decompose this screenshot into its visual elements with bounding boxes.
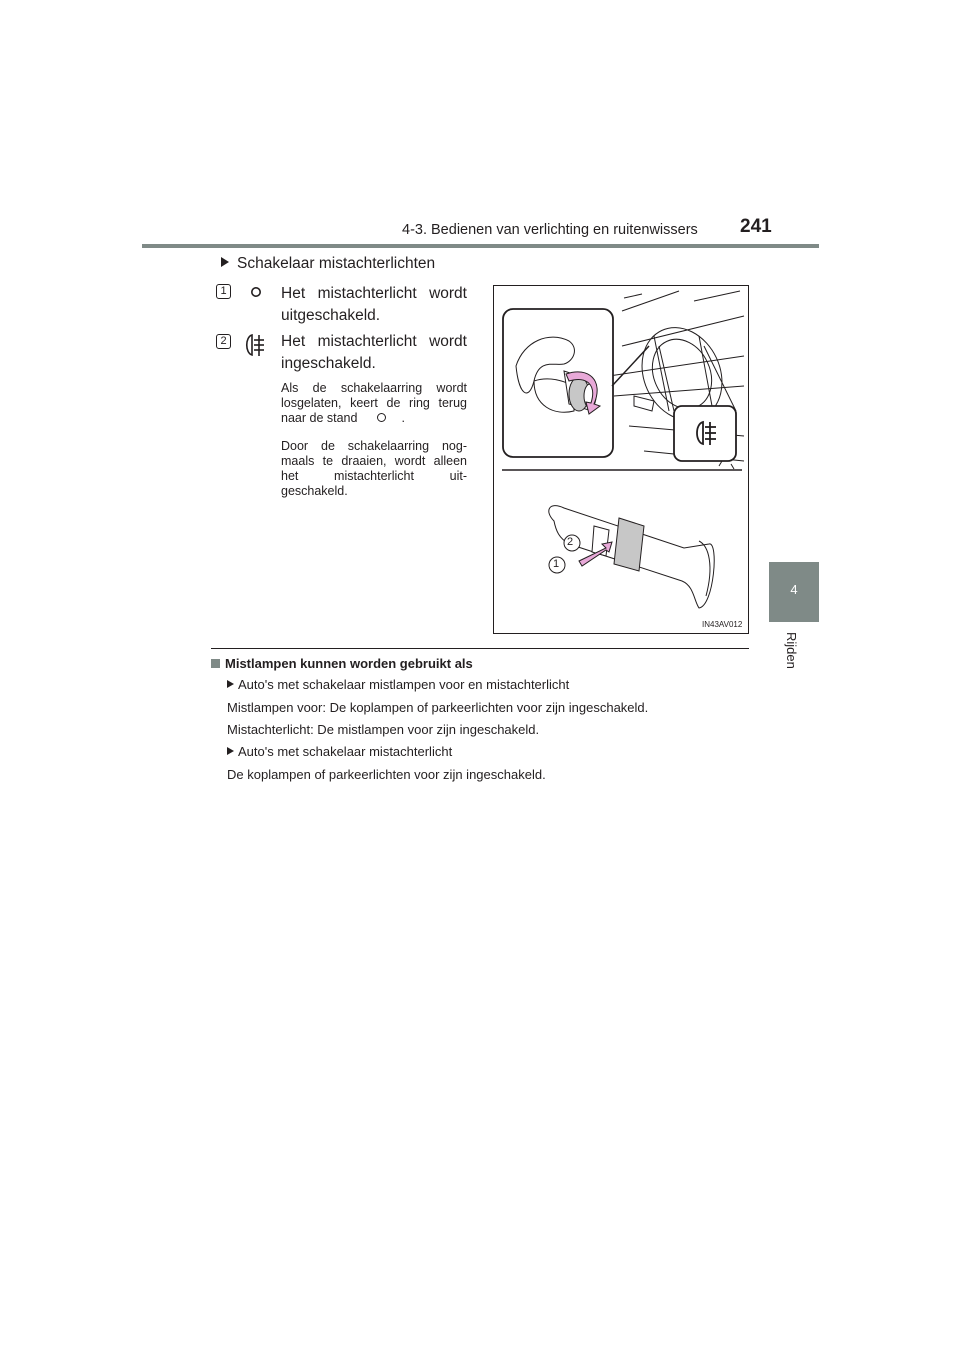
item-2-text: Het mistachterlicht wordt ingeschakeld. xyxy=(281,333,467,372)
triangle-bullet-icon xyxy=(227,747,234,755)
info-heading-text: Mistlampen kunnen worden gebruikt als xyxy=(225,656,473,671)
note-1-text: Als de schakelaarring wordt losgelaten, keert de ring terug naar de stand xyxy=(281,381,467,425)
section-heading-text: Schakelaar mistachterlichten xyxy=(237,255,436,272)
section-heading xyxy=(221,255,435,273)
note-return-ring xyxy=(281,381,467,426)
header-rule xyxy=(142,244,819,248)
note-1-end: . xyxy=(401,411,405,425)
info-line: Mistlampen voor: De koplampen of parkeerlichten voor zijn ingeschakeld. xyxy=(227,700,649,715)
item-number-1: 1 xyxy=(216,284,231,299)
callout-1-label: 1 xyxy=(553,558,560,570)
triangle-bullet-icon xyxy=(227,680,234,688)
rear-fog-light-icon xyxy=(242,332,268,358)
info-line xyxy=(227,744,452,759)
chapter-label: Rijden xyxy=(784,632,799,669)
info-line: Mistachterlicht: De mistlampen voor zijn ingeschakeld. xyxy=(227,722,540,737)
info-line xyxy=(227,677,569,692)
item-1-text: Het mistachterlicht wordt uitgeschakeld. xyxy=(281,285,467,324)
page-number: 241 xyxy=(740,216,772,237)
stalk-drawing xyxy=(549,506,714,608)
off-circle-icon xyxy=(377,413,386,422)
square-bullet-icon xyxy=(211,659,220,668)
chapter-tab xyxy=(769,562,819,622)
illustration-figure xyxy=(493,285,749,634)
triangle-bullet-icon xyxy=(221,257,229,267)
section-divider xyxy=(211,648,749,649)
off-circle-icon xyxy=(250,286,262,298)
info-line-text: Auto's met schakelaar mistachterlicht xyxy=(238,744,453,759)
info-heading xyxy=(211,656,473,671)
chapter-number: 4 xyxy=(790,582,798,597)
note-turn-again: Door de schakelaarring nog-maals te draaien, wordt alleen het mistachterlicht uit-geschakeld. xyxy=(281,439,467,498)
info-line: De koplampen of parkeerlichten voor zijn ingeschakeld. xyxy=(227,767,546,782)
callout-2-label: 2 xyxy=(567,536,574,548)
header-section-title: 4-3. Bedienen van verlichting en ruitenwissers xyxy=(402,222,698,238)
figure-code: IN43AV012 xyxy=(702,620,743,629)
item-number-2: 2 xyxy=(216,334,231,349)
indicator-callout-lines xyxy=(659,346,736,411)
info-line-text: Auto's met schakelaar mistlampen voor en mistachterlicht xyxy=(238,677,570,692)
illustration-drawing xyxy=(494,286,750,635)
